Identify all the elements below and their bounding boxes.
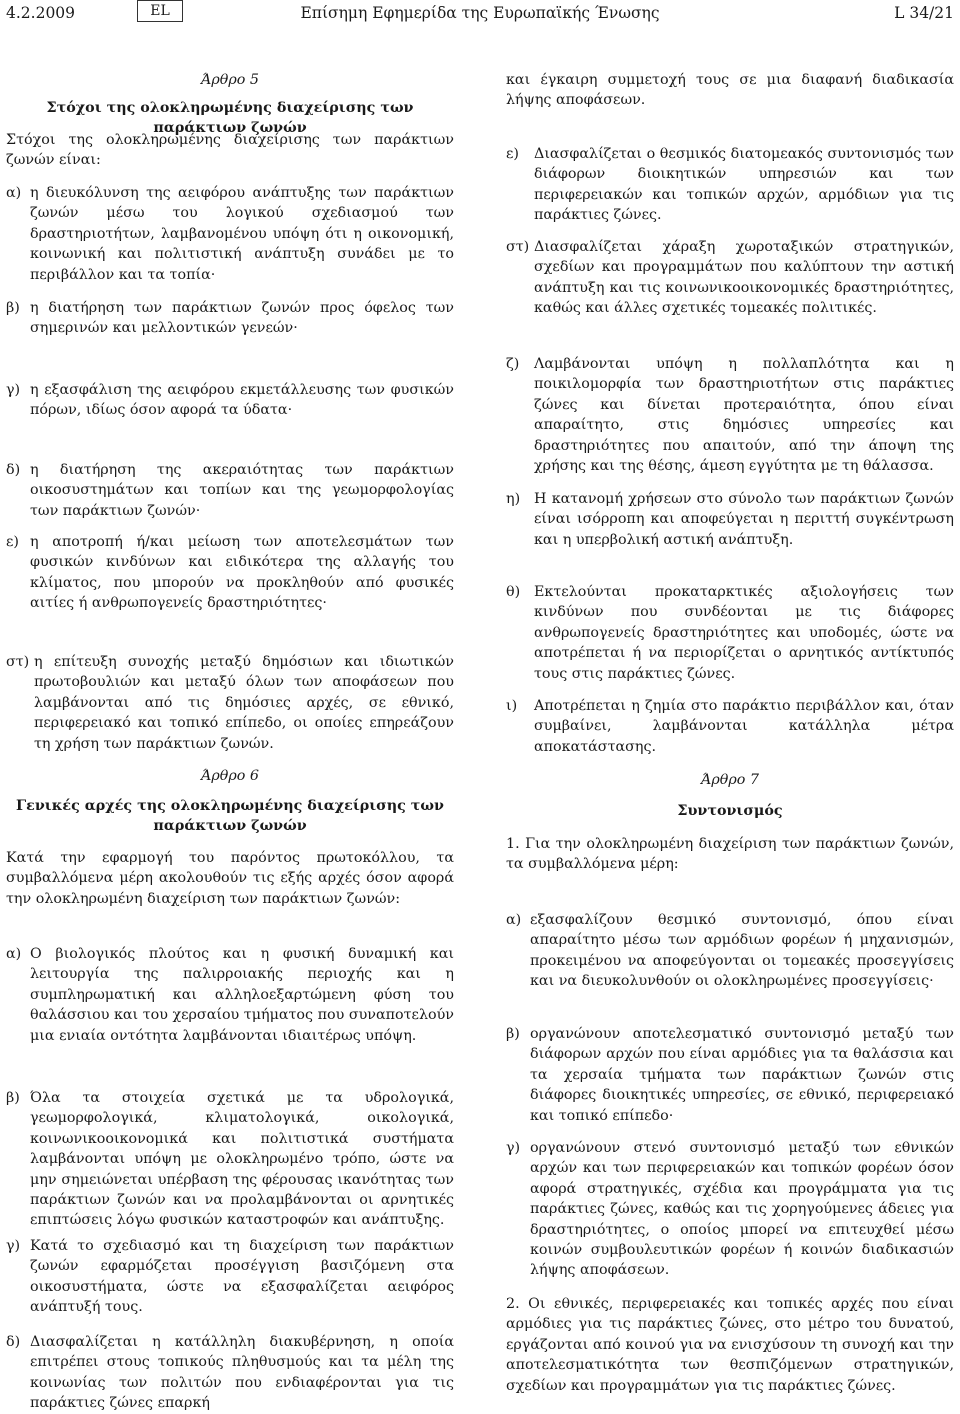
item-text: η διευκόλυνση της αειφόρου ανάπτυξης των παράκτιων ζωνών μέσω του λογικού σχεδιασμού των δραστηριοτήτων, λαμβανομένου υπόψη ότι η οικονομική, κοινωνική και πολιτιστική ανάπτυξη συνάδει με το περιβάλλον και τα τοπία· <box>30 185 454 283</box>
article-6-heading: Άρθρο 6 <box>201 768 259 784</box>
item-text: Αποτρέπεται η ζημία στο παράκτιο περιβάλλον και, όταν συμβαίνει, λαμβάνονται κατάλληλα μέτρα αποκατάστασης. <box>534 698 954 755</box>
item-label: στ) <box>6 654 30 670</box>
item-label: β) <box>6 300 20 316</box>
list-item <box>506 144 954 226</box>
item-text: Κατά το σχεδιασμό και τη διαχείριση των παράκτιων ζωνών εφαρμόζεται προσέγγιση βασιζόμενη στα οικοσυστήματα, ώστε να εξασφαλίζεται αειφόρος ανάπτυξή τους. <box>30 1238 454 1316</box>
item-text: οργανώνουν στενό συντονισμό μεταξύ των εθνικών αρχών και των περιφερειακών και τοπικών φορέων όσον αφορά στρατηγικές, σχέδια και προγράμματα για τις παράκτιες ζώνες, καθώς και τις χορηγούμενες άδειες για δραστηριότητες, ο οποίος μπορεί να επιτευχθεί μέσω κοινών συμβουλευτικών φορέων ή κοινών διαδικασιών λήψης αποφάσεων. <box>530 1140 954 1279</box>
item-text: Διασφαλίζεται χάραξη χωροταξικών στρατηγικών, σχεδίων και προγραμμάτων που καλύπτουν την αστική ανάπτυξη και τις κοινωνικοοικονομικές δραστηριότητες, καθώς και άλλες σχετικές τομεακές πολιτικές. <box>534 239 954 317</box>
page-header <box>0 0 960 30</box>
item-text: η διατήρηση των παράκτιων ζωνών προς όφελος των σημερινών και μελλοντικών γενεών· <box>30 300 454 337</box>
item-text: Εκτελούνται προκαταρκτικές αξιολογήσεις των κινδύνων που συνδέονται με τις διάφορες ανθρωπογενείς δραστηριότητες και υποδομές, ώστε να αποτρέπεται ή να περιορίζεται ο αρνητικός αντίκτυπός τους στις παράκτιες ζώνες. <box>534 584 954 682</box>
article-5-title: Στόχοι της ολοκληρωμένης διαχείρισης των παράκτιων ζωνών <box>46 100 414 137</box>
item-label: η) <box>506 491 521 507</box>
item-label: ε) <box>506 146 519 162</box>
article-6-intro: Κατά την εφαρμογή του παρόντος πρωτοκόλλου, τα συμβαλλόμενα μέρη ακολουθούν τις εξής αρχές όσον αφορά την ολοκληρωμένη διαχείριση των παράκτιων ζωνών: <box>6 850 454 907</box>
item-text: εξασφαλίζουν θεσμικό συντονισμό, όπου είναι απαραίτητο μέσω των αρμόδιων φορέων ή μηχανισμών, προκειμένου να αποφεύγονται οι τομεακές προσεγγίσεις και να διευκολυνθούν οι ολοκληρωμένες προσεγγίσεις· <box>530 912 954 990</box>
list-item <box>6 1088 454 1231</box>
item-label: γ) <box>506 1140 521 1156</box>
item-label: ι) <box>506 698 518 714</box>
item-label: στ) <box>506 239 530 255</box>
list-item <box>6 1332 454 1414</box>
article-7-heading: Άρθρο 7 <box>701 772 759 788</box>
article-5-heading: Άρθρο 5 <box>201 72 259 88</box>
item-label: α) <box>6 946 22 962</box>
list-item <box>6 652 454 754</box>
item-label: δ) <box>6 1334 21 1350</box>
article-7-paragraph-2: 2. Οι εθνικές, περιφερειακές και τοπικές αρχές που είναι αρμόδιες για τις παράκτιες ζώνες, στο μέτρο του δυνατού, εργάζονται από κοινού για να ενισχύσουν τη συνοχή και την αποτελεσματικότητα των θεσπιζόμενων στρατηγικών, σχεδίων και προγραμμάτων για τις παράκτιες ζώνες. <box>506 1296 954 1394</box>
list-item <box>6 1236 454 1318</box>
item-text: Ο βιολογικός πλούτος και η φυσική δυναμική και λειτουργία της παλιρροιακής περιοχής και η συμπληρωματική και αλληλοεξαρτώμενη φύση του θαλάσσιου και του χερσαίου τμήματος που συναποτελούν μια ενιαία οντότητα λαμβάνονται ιδιαιτέρως υπόψη. <box>30 946 454 1044</box>
item-text: η εξασφάλιση της αειφόρου εκμετάλλευσης των φυσικών πόρων, ιδίως όσον αφορά τα ύδατα· <box>30 382 454 419</box>
page-reference: L 34/21 <box>894 4 954 22</box>
list-item <box>506 696 954 757</box>
item-text: η αποτροπή ή/και μείωση των αποτελεσμάτων των φυσικών κινδύνων και ειδικότερα της αλλαγής του κλίματος, που μπορούν να προκληθούν από φυσικές αιτίες ή ανθρωπογενείς δραστηριότητες· <box>30 534 454 612</box>
item-text: Λαμβάνονται υπόψη η πολλαπλότητα και η ποικιλομορφία των δραστηριοτήτων στις παράκτιες ζώνες και δίνεται προτεραιότητα, όπου είναι απαραίτητο, στις δημόσιες υπηρεσίες και δραστηριότητες που απαιτούν, από την άποψη της χρήσης και της θέσης, άμεση εγγύτητα με τη θάλασσα. <box>534 356 954 475</box>
list-item <box>506 910 954 992</box>
item-label: ε) <box>6 534 19 550</box>
article-7-title: Συντονισμός <box>677 803 783 819</box>
item-text: η διατήρηση της ακεραιότητας των παράκτιων οικοσυστημάτων και τοπίων και της γεωμορφολογίας των παράκτιων ζωνών· <box>30 462 454 519</box>
item-label: δ) <box>6 462 21 478</box>
list-item <box>506 1138 954 1281</box>
item-text: Διασφαλίζεται η κατάλληλη διακυβέρνηση, η οποία επιτρέπει στους τοπικούς πληθυσμούς και τα μέλη της κοινωνίας των πολιτών που ενδιαφέρονται για τις παράκτιες ζώνες επαρκή <box>30 1334 454 1412</box>
list-item <box>6 460 454 521</box>
item-label: γ) <box>6 382 21 398</box>
list-item <box>506 354 954 476</box>
item-label: γ) <box>6 1238 21 1254</box>
list-item <box>6 298 454 339</box>
item-text: Όλα τα στοιχεία σχετικά με τα υδρολογικά, γεωμορφολογικά, κλιματολογικά, οικολογικά, κοινωνικοοικονομικά και πολιτιστικά συστήματα λαμβάνονται υπόψη με ολοκληρωμένο τρόπο, ώστε να μην σημειώνεται υπέρβαση της φέρουσας ικανότητας των παράκτιων ζωνών και να προλαμβάνονται οι αρνητικές επιπτώσεις λόγω φυσικών καταστροφών και ανάπτυξης. <box>30 1090 454 1229</box>
item-label: α) <box>506 912 522 928</box>
item-label: ζ) <box>506 356 520 372</box>
item-label: θ) <box>506 584 521 600</box>
article-7-paragraph-1: 1. Για την ολοκληρωμένη διαχείριση των παράκτιων ζωνών, τα συμβαλλόμενα μέρη: <box>506 836 954 873</box>
list-item <box>506 489 954 550</box>
list-item <box>6 380 454 421</box>
list-item <box>6 532 454 614</box>
item-text: Διασφαλίζεται ο θεσμικός διατομεακός συντονισμός των διάφορων διοικητικών υπηρεσιών και των περιφερειακών και τοπικών αρχών, αρμόδιων για τις παράκτιες ζώνες. <box>534 146 954 224</box>
item-label: β) <box>506 1026 520 1042</box>
item-text: η επίτευξη συνοχής μεταξύ δημόσιων και ιδιωτικών πρωτοβουλιών και μεταξύ όλων των αποφάσεων που λαμβάνονται από τις δημόσιες αρχές, σε εθνικό, περιφερειακό και τοπικό επίπεδο, οι οποίες επηρεάζουν τη χρήση των παράκτιων ζωνών. <box>34 654 454 752</box>
item-label: α) <box>6 185 22 201</box>
list-item <box>6 183 454 285</box>
list-item <box>506 582 954 684</box>
item-label: β) <box>6 1090 20 1106</box>
list-item <box>6 944 454 1046</box>
continuation-text: και έγκαιρη συμμετοχή τους σε μια διαφανή διαδικασία λήψης αποφάσεων. <box>506 72 954 109</box>
journal-title: Επίσημη Εφημερίδα της Ευρωπαϊκής Ένωσης <box>300 4 660 22</box>
article-5-intro: Στόχοι της ολοκληρωμένης διαχείρισης των παράκτιων ζωνών είναι: <box>6 132 454 169</box>
list-item <box>506 1024 954 1126</box>
item-text: Η κατανομή χρήσεων στο σύνολο των παράκτιων ζωνών είναι ισόρροπη και αποφεύγεται η περιττή συγκέντρωση και η υπερβολική αστική ανάπτυξη. <box>534 491 954 548</box>
list-item <box>506 237 954 319</box>
header-date: 4.2.2009 <box>6 4 76 22</box>
article-6-title: Γενικές αρχές της ολοκληρωμένης διαχείρισης των παράκτιων ζωνών <box>16 798 444 835</box>
language-code: EL <box>137 0 183 22</box>
item-text: οργανώνουν αποτελεσματικό συντονισμό μεταξύ των διάφορων αρχών που είναι αρμόδιες για τα θαλάσσια και τα χερσαία τμήματα των παράκτιων ζωνών στις διάφορες διοικητικές υπηρεσίες, σε εθνικό, περιφερειακό και τοπικό επίπεδο· <box>530 1026 954 1124</box>
